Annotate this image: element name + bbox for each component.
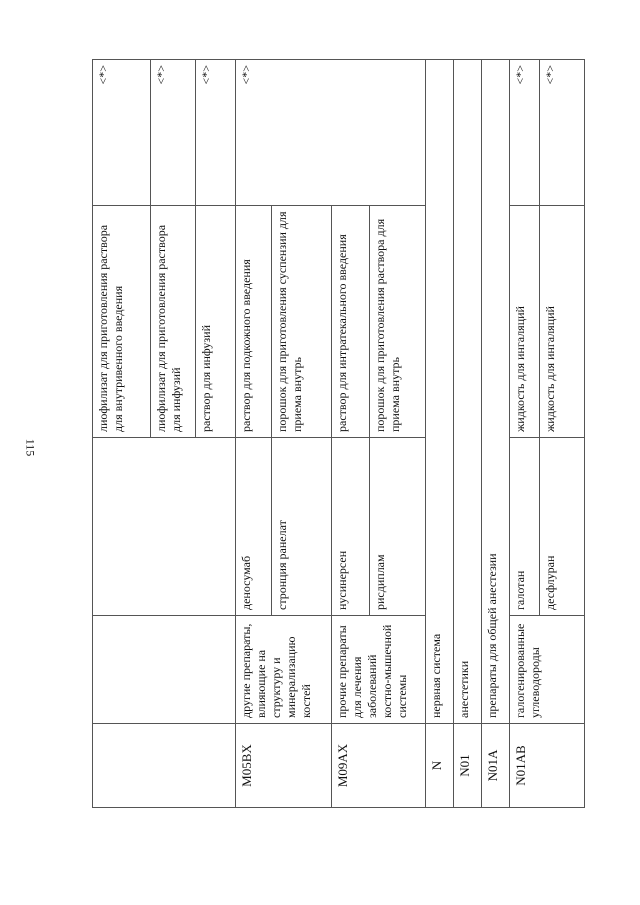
section-label-cell: анестетики — [454, 60, 482, 724]
dosage-form-cell: раствор для подкожного введения — [236, 206, 272, 438]
drug-name-cell: деносумаб — [236, 438, 272, 616]
mark-cell: <*> — [236, 60, 426, 206]
empty-cell — [93, 724, 236, 808]
table-row — [454, 60, 482, 808]
mark-cell: <*> — [196, 60, 236, 206]
table-row — [426, 60, 454, 808]
section-label-cell: препараты для общей анестезии — [482, 60, 510, 724]
dosage-form-cell: раствор для инфузий — [196, 206, 236, 438]
group-name-cell: галогенированные углеводороды — [510, 616, 585, 724]
empty-cell — [93, 616, 236, 724]
dosage-form-cell: лиофилизат для приготовления раствора для инфузий — [151, 206, 196, 438]
atc-code-cell: N — [426, 724, 454, 808]
section-label-cell: нервная система — [426, 60, 454, 724]
dosage-form-cell: жидкость для ингаляций — [540, 206, 585, 438]
table-row — [236, 60, 272, 808]
atc-code-cell: M05BX — [236, 724, 332, 808]
drug-name-cell: рисдиплам — [370, 438, 426, 616]
group-name-cell: прочие препараты для лечения заболеваний костно-мышечной системы — [332, 616, 426, 724]
drug-name-cell: стронция ранелат — [272, 438, 332, 616]
page-number: 115 — [23, 438, 38, 457]
atc-code-cell: N01 — [454, 724, 482, 808]
atc-code-cell: M09AX — [332, 724, 426, 808]
dosage-form-cell: жидкость для ингаляций — [510, 206, 540, 438]
mark-cell: <*> — [93, 60, 151, 206]
drug-table — [92, 59, 585, 808]
drug-table-container — [92, 60, 584, 808]
table-row — [482, 60, 510, 808]
drug-name-cell: десфлуран — [540, 438, 585, 616]
mark-cell: <*> — [540, 60, 585, 206]
mark-cell: <*> — [510, 60, 540, 206]
group-name-cell: другие препараты, влияющие на структуру и минерализацию костей — [236, 616, 332, 724]
dosage-form-cell: раствор для интратекального введения — [332, 206, 370, 438]
drug-name-cell: нусинерсен — [332, 438, 370, 616]
drug-name-cell: галотан — [510, 438, 540, 616]
table-row — [510, 60, 540, 808]
dosage-form-cell: порошок для приготовления раствора для приема внутрь — [370, 206, 426, 438]
dosage-form-cell: порошок для приготовления суспензии для приема внутрь — [272, 206, 332, 438]
atc-code-cell: N01AB — [510, 724, 585, 808]
table-row — [93, 60, 151, 808]
atc-code-cell: N01A — [482, 724, 510, 808]
dosage-form-cell: лиофилизат для приготовления раствора для внутривенного введения — [93, 206, 151, 438]
empty-cell — [93, 438, 236, 616]
mark-cell: <*> — [151, 60, 196, 206]
